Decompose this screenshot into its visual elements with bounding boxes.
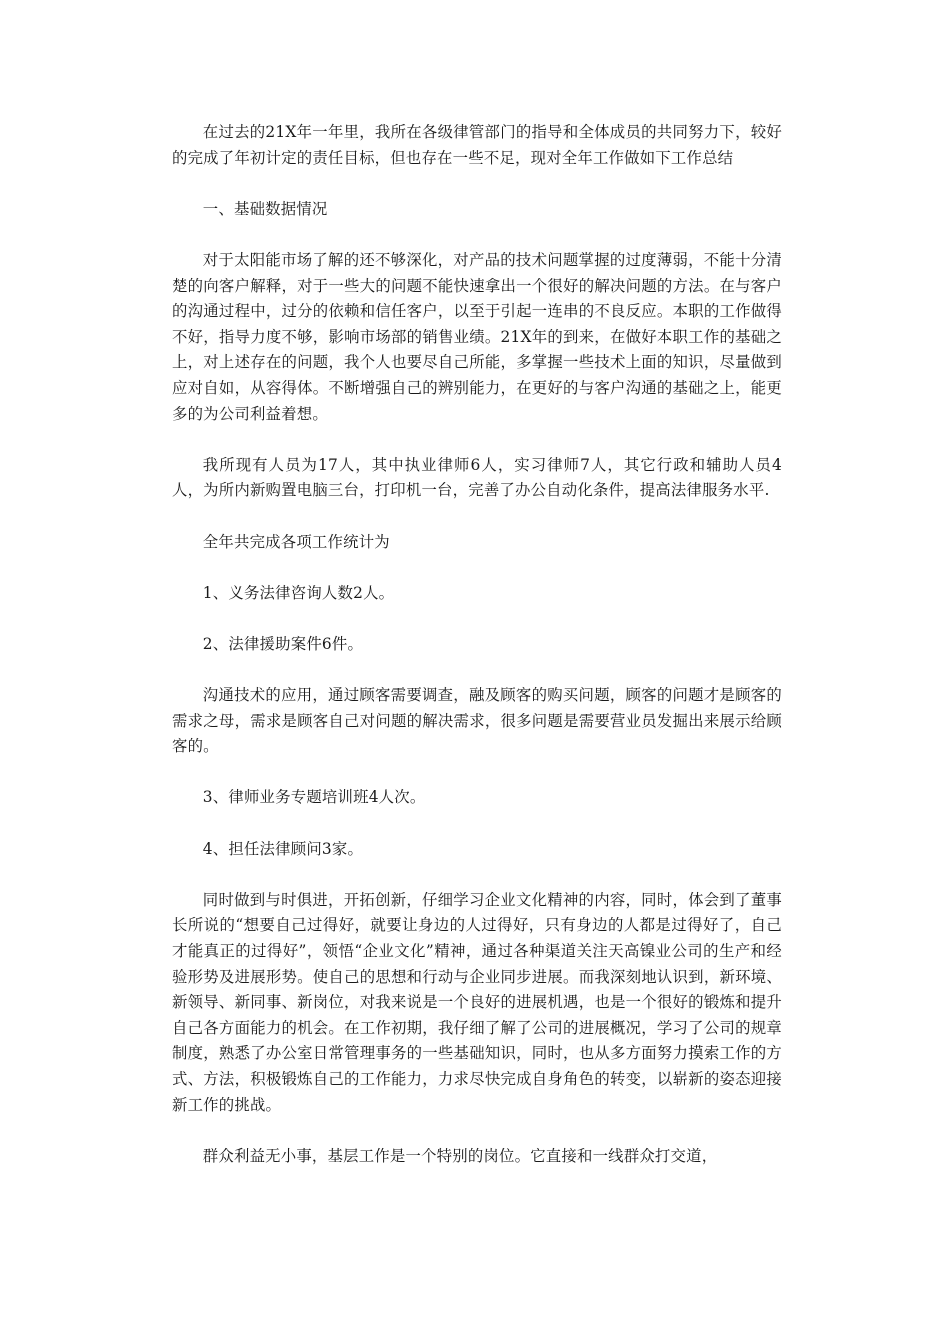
section-heading-basic-data: 一、基础数据情况 <box>202 199 328 218</box>
body-paragraph-grassroots: 群众利益无小事，基层工作是一个特别的岗位。它直接和一线群众打交道， <box>202 1146 718 1165</box>
body-paragraph-staff: 我所现有人员为17人，其中执业律师6人，实习律师7人，其它行政和辅助人员4人，为所内新购置电脑三台，打印机一台，完善了办公自动化条件，提高法律服务水平. <box>172 455 782 500</box>
list-item-legal-advisor: 4、担任法律顾问3家。 <box>202 839 364 858</box>
body-paragraph-market: 对于太阳能市场了解的还不够深化，对产品的技术问题掌握的过度薄弱，不能十分清楚的向客户解释，对于一些大的问题不能快速拿出一个很好的解决问题的方法。在与客户的沟通过程中，过分的依赖和信任客户，以至于引起一连串的不良反应。本职的工作做得不好，指导力度不够，影响市场部的销售业绩。21X年的到来，在做好本职工作的基础之上，对上述存在的问题，我个人也要尽自己所能，多掌握一些技术上面的知识，尽量做到应对自如，从容得体。不断增强自己的辨别能力，在更好的与客户沟通的基础之上，能更多的为公司利益着想。 <box>172 250 782 423</box>
list-item-consultation: 1、义务法律咨询人数2人。 <box>202 583 395 602</box>
body-paragraph-culture: 同时做到与时俱进，开拓创新，仔细学习企业文化精神的内容，同时，体会到了董事长所说的“想要自己过得好，就要让身边的人过得好，只有身边的人都是过得好了，自己才能真正的过得好”，领悟“企业文化”精神，通过各种渠道关注天高镍业公司的生产和经验形势及进展形势。使自己的思想和行动与企业同步进展。而我深刻地认识到，新环境、新领导、新同事、新岗位，对我来说是一个良好的进展机遇，也是一个很好的锻炼和提升自己各方面能力的机会。在工作初期，我仔细了解了公司的进展概况，学习了公司的规章制度，熟悉了办公室日常管理事务的一些基础知识，同时，也从多方面努力摸索工作的方式、方法，积极锻炼自己的工作能力，力求尽快完成自身角色的转变，以崭新的姿态迎接新工作的挑战。 <box>172 890 782 1114</box>
list-item-training: 3、律师业务专题培训班4人次。 <box>202 788 426 807</box>
document-page <box>172 120 782 1169</box>
list-item-legal-aid: 2、法律援助案件6件。 <box>202 634 364 653</box>
statistics-heading: 全年共完成各项工作统计为 <box>202 532 390 551</box>
intro-paragraph: 在过去的21X年一年里，我所在各级律管部门的指导和全体成员的共同努力下，较好的完成了年初计定的责任目标，但也存在一些不足，现对全年工作做如下工作总结 <box>172 123 782 167</box>
body-paragraph-communication: 沟通技术的应用，通过顾客需要调查，融及顾客的购买问题，顾客的问题才是顾客的需求之母，需求是顾客自己对问题的解决需求，很多问题是需要营业员发掘出来展示给顾客的。 <box>172 686 782 756</box>
